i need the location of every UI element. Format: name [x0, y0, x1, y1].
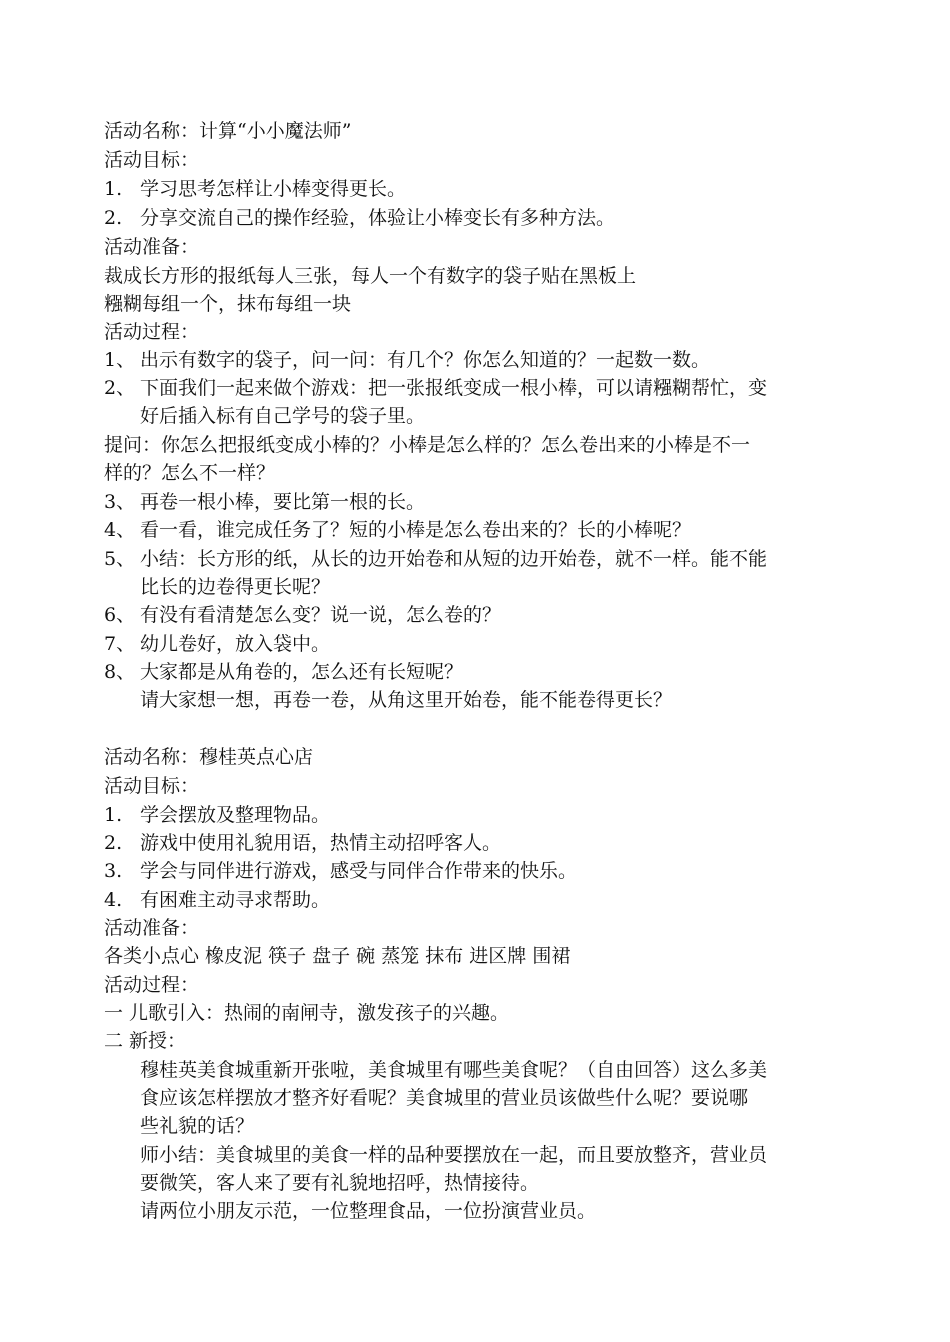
question-text-continued: 样的？怎么不一样？: [104, 462, 276, 484]
step-text: 有没有看清楚怎么变？说一说，怎么卷的？: [140, 604, 502, 626]
step-text: 出示有数字的袋子，问一问：有几个？你怎么知道的？一起数一数。: [140, 349, 711, 371]
activity2-prep-heading: 活动准备：: [104, 917, 200, 939]
step-text: 下面我们一起来做个游戏：把一张报纸变成一根小棒，可以请糨糊帮忙，变: [140, 377, 768, 399]
step-text: 小结：长方形的纸，从长的边开始卷和从短的边开始卷，就不一样。能不能: [140, 548, 768, 570]
goal-text: 学会摆放及整理物品。: [140, 804, 331, 826]
activity1-prep-heading: 活动准备：: [104, 236, 200, 258]
step-text: 大家都是从角卷的，怎么还有长短呢？: [140, 661, 464, 683]
activity1-title: 活动名称：计算“小小魔法师”: [104, 120, 352, 142]
step-number: 2、: [104, 377, 136, 399]
summary-line: 师小结：美食城里的美食一样的品种要摆放在一起，而且要放整齐，营业员: [140, 1144, 768, 1166]
goal-number: 1.: [104, 178, 123, 200]
step-text: 再卷一根小棒，要比第一根的长。: [140, 491, 426, 513]
goal-text: 游戏中使用礼貌用语，热情主动招呼客人。: [140, 832, 502, 854]
goal-number: 3.: [104, 860, 123, 882]
prep-line: 糨糊每组一个，抹布每组一块: [104, 293, 352, 315]
question-text: 提问：你怎么把报纸变成小棒的？小棒是怎么样的？怎么卷出来的小棒是不一: [104, 434, 751, 456]
paragraph-line: 些礼貌的话？: [140, 1115, 255, 1137]
summary-line: 要微笑，客人来了要有礼貌地招呼，热情接待。: [140, 1172, 540, 1194]
step-text-continued: 请大家想一想，再卷一卷，从角这里开始卷，能不能卷得更长？: [140, 689, 673, 711]
paragraph-line: 食应该怎样摆放才整齐好看呢？美食城里的营业员该做些什么呢？要说哪: [140, 1087, 749, 1109]
activity2-goals-heading: 活动目标：: [104, 775, 200, 797]
step-text-continued: 好后插入标有自己学号的袋子里。: [140, 405, 426, 427]
goal-text: 学习思考怎样让小棒变得更长。: [140, 178, 407, 200]
paragraph-line: 穆桂英美食城重新开张啦，美食城里有哪些美食呢？（自由回答）这么多美: [140, 1059, 768, 1081]
step-number: 6、: [104, 604, 136, 626]
activity1-goals-heading: 活动目标：: [104, 149, 200, 171]
goal-text: 学会与同伴进行游戏，感受与同伴合作带来的快乐。: [140, 860, 578, 882]
step-number: 1、: [104, 349, 136, 371]
step-number: 5、: [104, 548, 136, 570]
step-number: 7、: [104, 633, 136, 655]
prep-line: 裁成长方形的报纸每人三张，每人一个有数字的袋子贴在黑板上: [104, 265, 637, 287]
activity1-process-heading: 活动过程：: [104, 321, 200, 343]
goal-number: 2.: [104, 832, 123, 854]
activity2-title: 活动名称：穆桂英点心店: [104, 746, 314, 768]
goal-text: 有困难主动寻求帮助。: [140, 889, 331, 911]
step-number: 3、: [104, 491, 136, 513]
goal-number: 4.: [104, 889, 123, 911]
step-text: 看一看，谁完成任务了？短的小棒是怎么卷出来的？长的小棒呢？: [140, 519, 692, 541]
step-number: 4、: [104, 519, 136, 541]
step-text: 幼儿卷好，放入袋中。: [140, 633, 331, 655]
goal-number: 1.: [104, 804, 123, 826]
step-text-continued: 比长的边卷得更长呢？: [140, 576, 331, 598]
step-number: 8、: [104, 661, 136, 683]
activity2-process-heading: 活动过程：: [104, 974, 200, 996]
prep-line: 各类小点心 橡皮泥 筷子 盘子 碗 蒸笼 抹布 进区牌 围裙: [104, 945, 571, 967]
process-part-1: 一 儿歌引入：热闹的南闸寺，激发孩子的兴趣。: [104, 1002, 510, 1024]
goal-number: 2.: [104, 207, 123, 229]
process-part-2: 二 新授：: [104, 1030, 187, 1052]
goal-text: 分享交流自己的操作经验，体验让小棒变长有多种方法。: [140, 207, 616, 229]
demo-line: 请两位小朋友示范，一位整理食品，一位扮演营业员。: [140, 1200, 597, 1222]
